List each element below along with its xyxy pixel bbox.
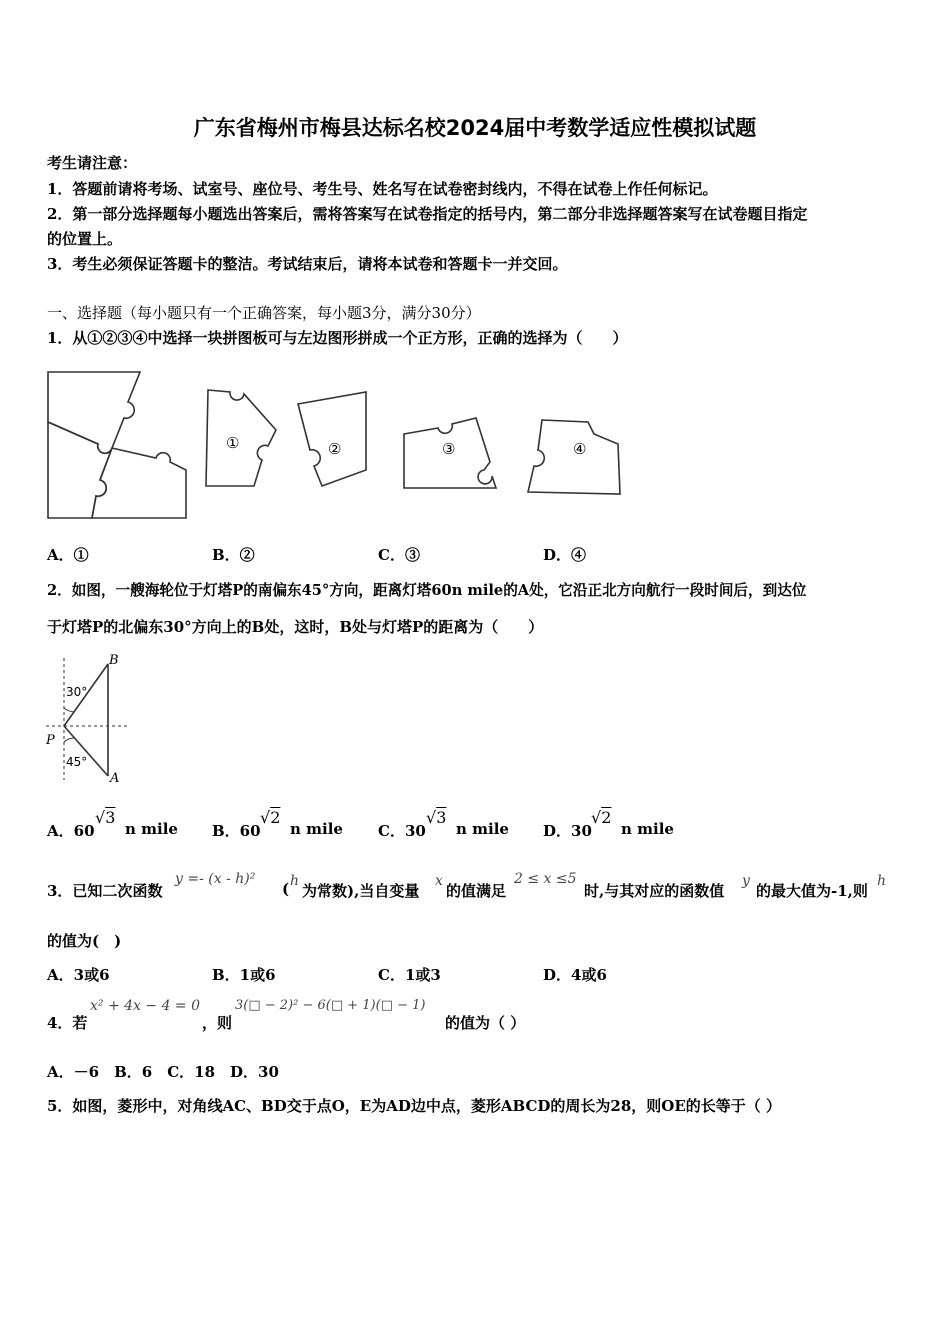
question-3-part-3: 的值满足 — [446, 882, 507, 900]
q2-option-c[interactable]: C．30 √3 n mile — [378, 808, 509, 840]
q2-option-a[interactable]: A．60 √3 n mile — [47, 808, 178, 840]
q3-option-d[interactable]: D．4或6 — [543, 966, 607, 984]
section-heading: 一、选择题（每小题只有一个正确答案，每小题3分，满分30分） — [47, 304, 481, 322]
q4-options[interactable]: A．－6 B．6 C．18 D．30 — [47, 1063, 279, 1081]
q2-option-d[interactable]: D．30 √2 n mile — [543, 808, 674, 840]
q3-y: y — [742, 873, 750, 889]
q3-x: x — [435, 873, 443, 889]
question-3-part-6: 的值为( ) — [47, 932, 122, 950]
q3-h-2: h — [877, 873, 887, 889]
puzzle-figure — [40, 362, 630, 527]
q1-option-b[interactable]: B．② — [212, 546, 255, 564]
question-2-stem-2: 于灯塔P的北偏东30°方向上的B处，这时，B处与灯塔P的距离为（ ） — [47, 618, 544, 636]
piece-label-1: ① — [226, 434, 240, 452]
q3-option-b[interactable]: B．1或6 — [212, 966, 276, 984]
point-a-label: A — [110, 771, 120, 785]
q3-range: 2 ≤ x ≤5 — [514, 871, 577, 887]
angle-30-label: 30° — [66, 685, 88, 699]
question-3-part-1: 3．已知二次函数 — [47, 882, 163, 900]
point-p-label: P — [46, 733, 55, 748]
piece-2-shape — [298, 392, 366, 486]
notice-item-2: 2．第一部分选择题每小题选出答案后，需将答案写在试卷指定的括号内，第二部分非选择题答案写在试卷题目指定 — [47, 205, 808, 223]
notice-heading: 考生请注意： — [47, 154, 138, 172]
page-title: 广东省梅州市梅县达标名校2024届中考数学适应性模拟试题 — [193, 116, 757, 140]
q3-option-a[interactable]: A．3或6 — [47, 966, 110, 984]
notice-item-1: 1．答题前请将考场、试室号、座位号、考生号、姓名写在试卷密封线内，不得在试卷上作任何标记。 — [47, 180, 718, 198]
q3-paren: ( — [282, 880, 290, 898]
question-3-part-5: 的最大值为-1,则 — [756, 882, 868, 900]
q1-option-a[interactable]: A．① — [47, 546, 89, 564]
point-b-label: B — [109, 653, 119, 668]
q4-equation: x² + 4x − 4 = 0 — [90, 998, 201, 1014]
question-5-stem: 5．如图，菱形中，对角线AC、BD交于点O，E为AD边中点，菱形ABCD的周长为28，则OE的长等于（ ） — [47, 1097, 781, 1115]
composite-shape — [48, 372, 140, 453]
piece-1-shape — [206, 390, 276, 486]
question-2-stem-1: 2．如图，一艘海轮位于灯塔P的南偏东45°方向，距离灯塔60n mile的A处，它沿正北方向航行一段时间后，到达位 — [47, 582, 807, 599]
question-4-part-3: 的值为（ ） — [445, 1014, 526, 1032]
question-3-part-2: 为常数),当自变量 — [302, 882, 420, 900]
q4-expression: 3(□ − 2)² − 6(□ + 1)(□ − 1) — [235, 998, 426, 1013]
q3-option-c[interactable]: C．1或3 — [378, 966, 441, 984]
q1-option-c[interactable]: C．③ — [378, 546, 420, 564]
notice-item-2-cont: 的位置上。 — [47, 230, 123, 248]
question-1-stem: 1．从①②③④中选择一块拼图板可与左边图形拼成一个正方形，正确的选择为（ ） — [47, 329, 628, 347]
piece-label-4: ④ — [573, 440, 587, 458]
angle-45-label: 45° — [66, 755, 88, 769]
piece-label-3: ③ — [442, 440, 456, 458]
q2-option-b[interactable]: B．60 √2 n mile — [212, 808, 343, 840]
question-4-part-1: 4．若 — [47, 1014, 88, 1032]
question-3-part-4: 时,与其对应的函数值 — [584, 882, 725, 900]
lighthouse-figure — [42, 650, 132, 785]
piece-label-2: ② — [328, 440, 342, 458]
q3-h-1: h — [290, 873, 300, 889]
q1-option-d[interactable]: D．④ — [543, 546, 587, 564]
q3-formula: y =- (x - h)² — [175, 871, 256, 887]
question-4-part-2: ，则 — [202, 1014, 233, 1032]
notice-item-3: 3．考生必须保证答题卡的整洁。考试结束后，请将本试卷和答题卡一并交回。 — [47, 255, 568, 273]
